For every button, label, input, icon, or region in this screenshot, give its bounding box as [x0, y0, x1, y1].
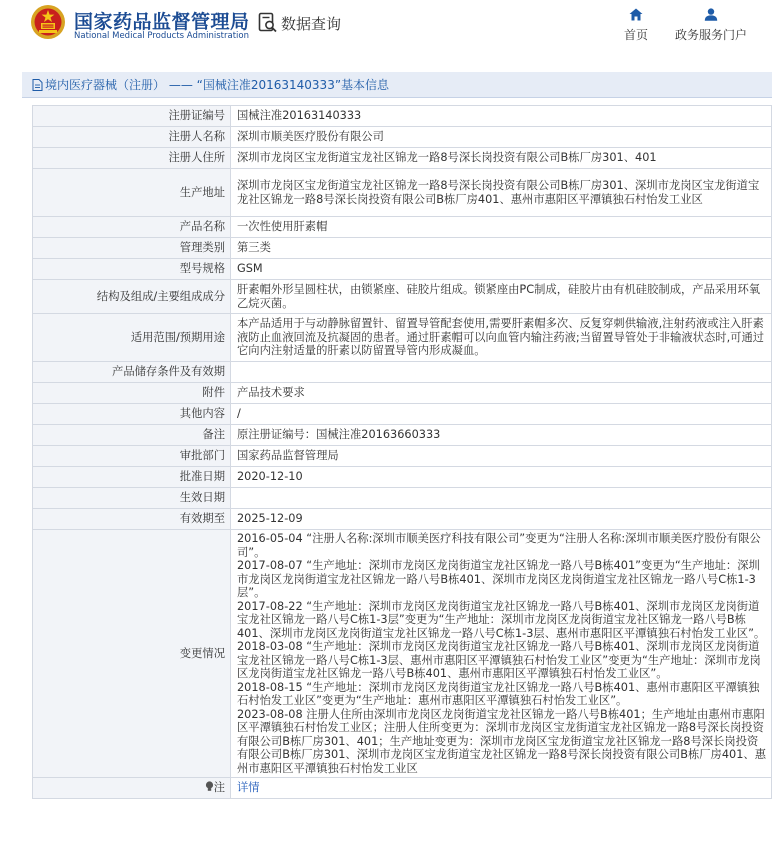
field-label: 批准日期 — [33, 467, 231, 488]
field-value: 肝素帽外形呈圆柱状，由锁紧座、硅胶片组成。锁紧座由PC制成，硅胶片由有机硅胶制成，产品采用环氧乙烷灭菌。 — [231, 280, 772, 314]
field-label: 结构及组成/主要组成成分 — [33, 280, 231, 314]
change-history — [231, 530, 772, 778]
table-row — [33, 488, 772, 509]
field-label: 其他内容 — [33, 404, 231, 425]
field-label: 生产地址 — [33, 169, 231, 217]
table-row — [33, 314, 772, 362]
field-label: 产品名称 — [33, 217, 231, 238]
field-label: 附件 — [33, 383, 231, 404]
nav-portal-label: 政务服务门户 — [674, 28, 747, 42]
user-icon — [704, 8, 718, 21]
table-row — [33, 530, 772, 778]
change-entry: 2017-08-07 “生产地址：深圳市龙岗区龙岗街道宝龙社区锦龙一路八号B栋401”变更为“生产地址：深圳市龙岗区龙岗街道宝龙社区锦龙一路八号B栋401、深圳市龙岗区龙岗街道宝龙社区锦龙一路八号C栋1-3层”。 — [237, 559, 760, 599]
table-row — [33, 148, 772, 169]
table-row — [33, 127, 772, 148]
field-value: 本产品适用于与动静脉留置针、留置导管配套使用,需要肝素帽多次、反复穿刺供输液,注射药液或注入肝素液防止血液回流及抗凝固的患者。通过肝素帽可以向血管内输注药液;当留置导管处于非输液状态时,可通过它向内注射适量的肝素以防留置导管内形成凝血。 — [231, 314, 772, 362]
table-row — [33, 362, 772, 383]
field-value: 深圳市顺美医疗股份有限公司 — [231, 127, 772, 148]
table-row — [33, 778, 772, 799]
lightbulb-icon — [205, 781, 214, 792]
change-entry: 2018-08-15 “生产地址：深圳市龙岗区龙岗街道宝龙社区锦龙一路八号B栋401、惠州市惠阳区平潭镇独石村怡发工业区”变更为“生产地址：惠州市惠阳区平潭镇独石村怡发工业区”。 — [237, 680, 760, 707]
field-label: 产品储存条件及有效期 — [33, 362, 231, 383]
brand-title-cn[interactable]: 国家药品监督管理局 — [74, 11, 250, 33]
breadcrumb-text: 境内医疗器械（注册） —— “国械注准20163140333”基本信息 — [45, 78, 390, 92]
table-row — [33, 509, 772, 530]
field-label: 适用范围/预期用途 — [33, 314, 231, 362]
details-link[interactable]: 详情 — [237, 781, 260, 795]
field-value: 一次性使用肝素帽 — [231, 217, 772, 238]
field-label: 型号规格 — [33, 259, 231, 280]
device-info-table — [32, 105, 772, 799]
field-label: 变更情况 — [33, 530, 231, 778]
field-value: 深圳市龙岗区宝龙街道宝龙社区锦龙一路8号深长岗投资有限公司B栋厂房301、深圳市龙岗区宝龙街道宝龙社区锦龙一路8号深长岗投资有限公司B栋厂房401、惠州市惠阳区平潭镇独石村怡发工业区 — [231, 169, 772, 217]
note-label: 注 — [213, 781, 225, 795]
change-entry: 2016-05-04 “注册人名称:深圳市顺美医疗科技有限公司”变更为“注册人名称:深圳市顺美医疗股份有限公司”。 — [237, 532, 761, 559]
field-value — [231, 778, 772, 799]
table-row — [33, 425, 772, 446]
field-label — [33, 778, 231, 799]
field-value: / — [231, 404, 772, 425]
home-icon — [629, 8, 643, 21]
field-label: 备注 — [33, 425, 231, 446]
site-header — [0, 0, 772, 50]
breadcrumb — [22, 72, 772, 98]
field-label: 生效日期 — [33, 488, 231, 509]
table-row — [33, 259, 772, 280]
table-row — [33, 169, 772, 217]
document-search-icon — [258, 12, 278, 34]
table-row — [33, 217, 772, 238]
document-icon — [32, 79, 43, 91]
field-label: 注册人住所 — [33, 148, 231, 169]
field-value: 国家药品监督管理局 — [231, 446, 772, 467]
data-query-label: 数据查询 — [281, 14, 342, 33]
change-entry: 2023-08-08 注册人住所由深圳市龙岗区龙岗街道宝龙社区锦龙一路八号B栋401；生产地址由惠州市惠阳区平潭镇独石村怡发工业区；注册人住所变更为：深圳市龙岗区宝龙街道宝龙社区锦龙一路8号深长岗投资有限公司B栋厂房301、401；生产地址变更为：深圳市龙岗区宝龙街道宝龙社区锦龙一路8号深长岗投资有限公司B栋厂房301、深圳市龙岗区宝龙街道宝龙社区锦龙一路8号深长岗投资有限公司B栋厂房401、惠州市惠阳区平潭镇独石村怡发工业区 — [237, 707, 766, 775]
table-row — [33, 404, 772, 425]
field-value: 2025-12-09 — [231, 509, 772, 530]
field-label: 注册证编号 — [33, 106, 231, 127]
field-value: 原注册证编号：国械注准20163660333 — [231, 425, 772, 446]
change-entry: 2018-03-08 “生产地址：深圳市龙岗区龙岗街道宝龙社区锦龙一路八号B栋401、深圳市龙岗区龙岗街道宝龙社区锦龙一路八号C栋1-3层、惠州市惠阳区平潭镇独石村怡发工业区”变更为“生产地址：深圳市龙岗区龙岗街道宝龙社区锦龙一路八号B栋401、惠州市惠阳区平潭镇独石村怡发工业区”。 — [237, 640, 761, 680]
table-row — [33, 106, 772, 127]
field-label: 审批部门 — [33, 446, 231, 467]
field-value: 产品技术要求 — [231, 383, 772, 404]
field-value: 第三类 — [231, 238, 772, 259]
table-row — [33, 467, 772, 488]
field-value: GSM — [231, 259, 772, 280]
table-row — [33, 446, 772, 467]
national-emblem-icon[interactable] — [30, 4, 66, 40]
field-value: 2020-12-10 — [231, 467, 772, 488]
brand-title-en[interactable]: National Medical Products Administration — [74, 31, 249, 41]
table-row — [33, 238, 772, 259]
nav-home-label: 首页 — [623, 28, 648, 42]
table-row — [33, 280, 772, 314]
field-value — [231, 488, 772, 509]
nav-home[interactable] — [619, 8, 653, 43]
field-label: 管理类别 — [33, 238, 231, 259]
data-query-link[interactable] — [258, 10, 341, 36]
nav-service-portal[interactable] — [670, 8, 752, 43]
change-entry: 2017-08-22 “生产地址：深圳市龙岗区龙岗街道宝龙社区锦龙一路八号B栋401、深圳市龙岗区龙岗街道宝龙社区锦龙一路八号C栋1-3层”变更为“生产地址：深圳市龙岗区龙岗街道宝龙社区锦龙一路八号B栋401、深圳市龙岗区龙岗街道宝龙社区锦龙一路八号C栋1-3层、惠州市惠阳区平潭镇独石村怡发工业区”。 — [237, 599, 766, 640]
field-value: 国械注准20163140333 — [231, 106, 772, 127]
field-value — [231, 362, 772, 383]
table-row — [33, 383, 772, 404]
field-value: 深圳市龙岗区宝龙街道宝龙社区锦龙一路8号深长岗投资有限公司B栋厂房301、401 — [231, 148, 772, 169]
field-label: 有效期至 — [33, 509, 231, 530]
field-label: 注册人名称 — [33, 127, 231, 148]
